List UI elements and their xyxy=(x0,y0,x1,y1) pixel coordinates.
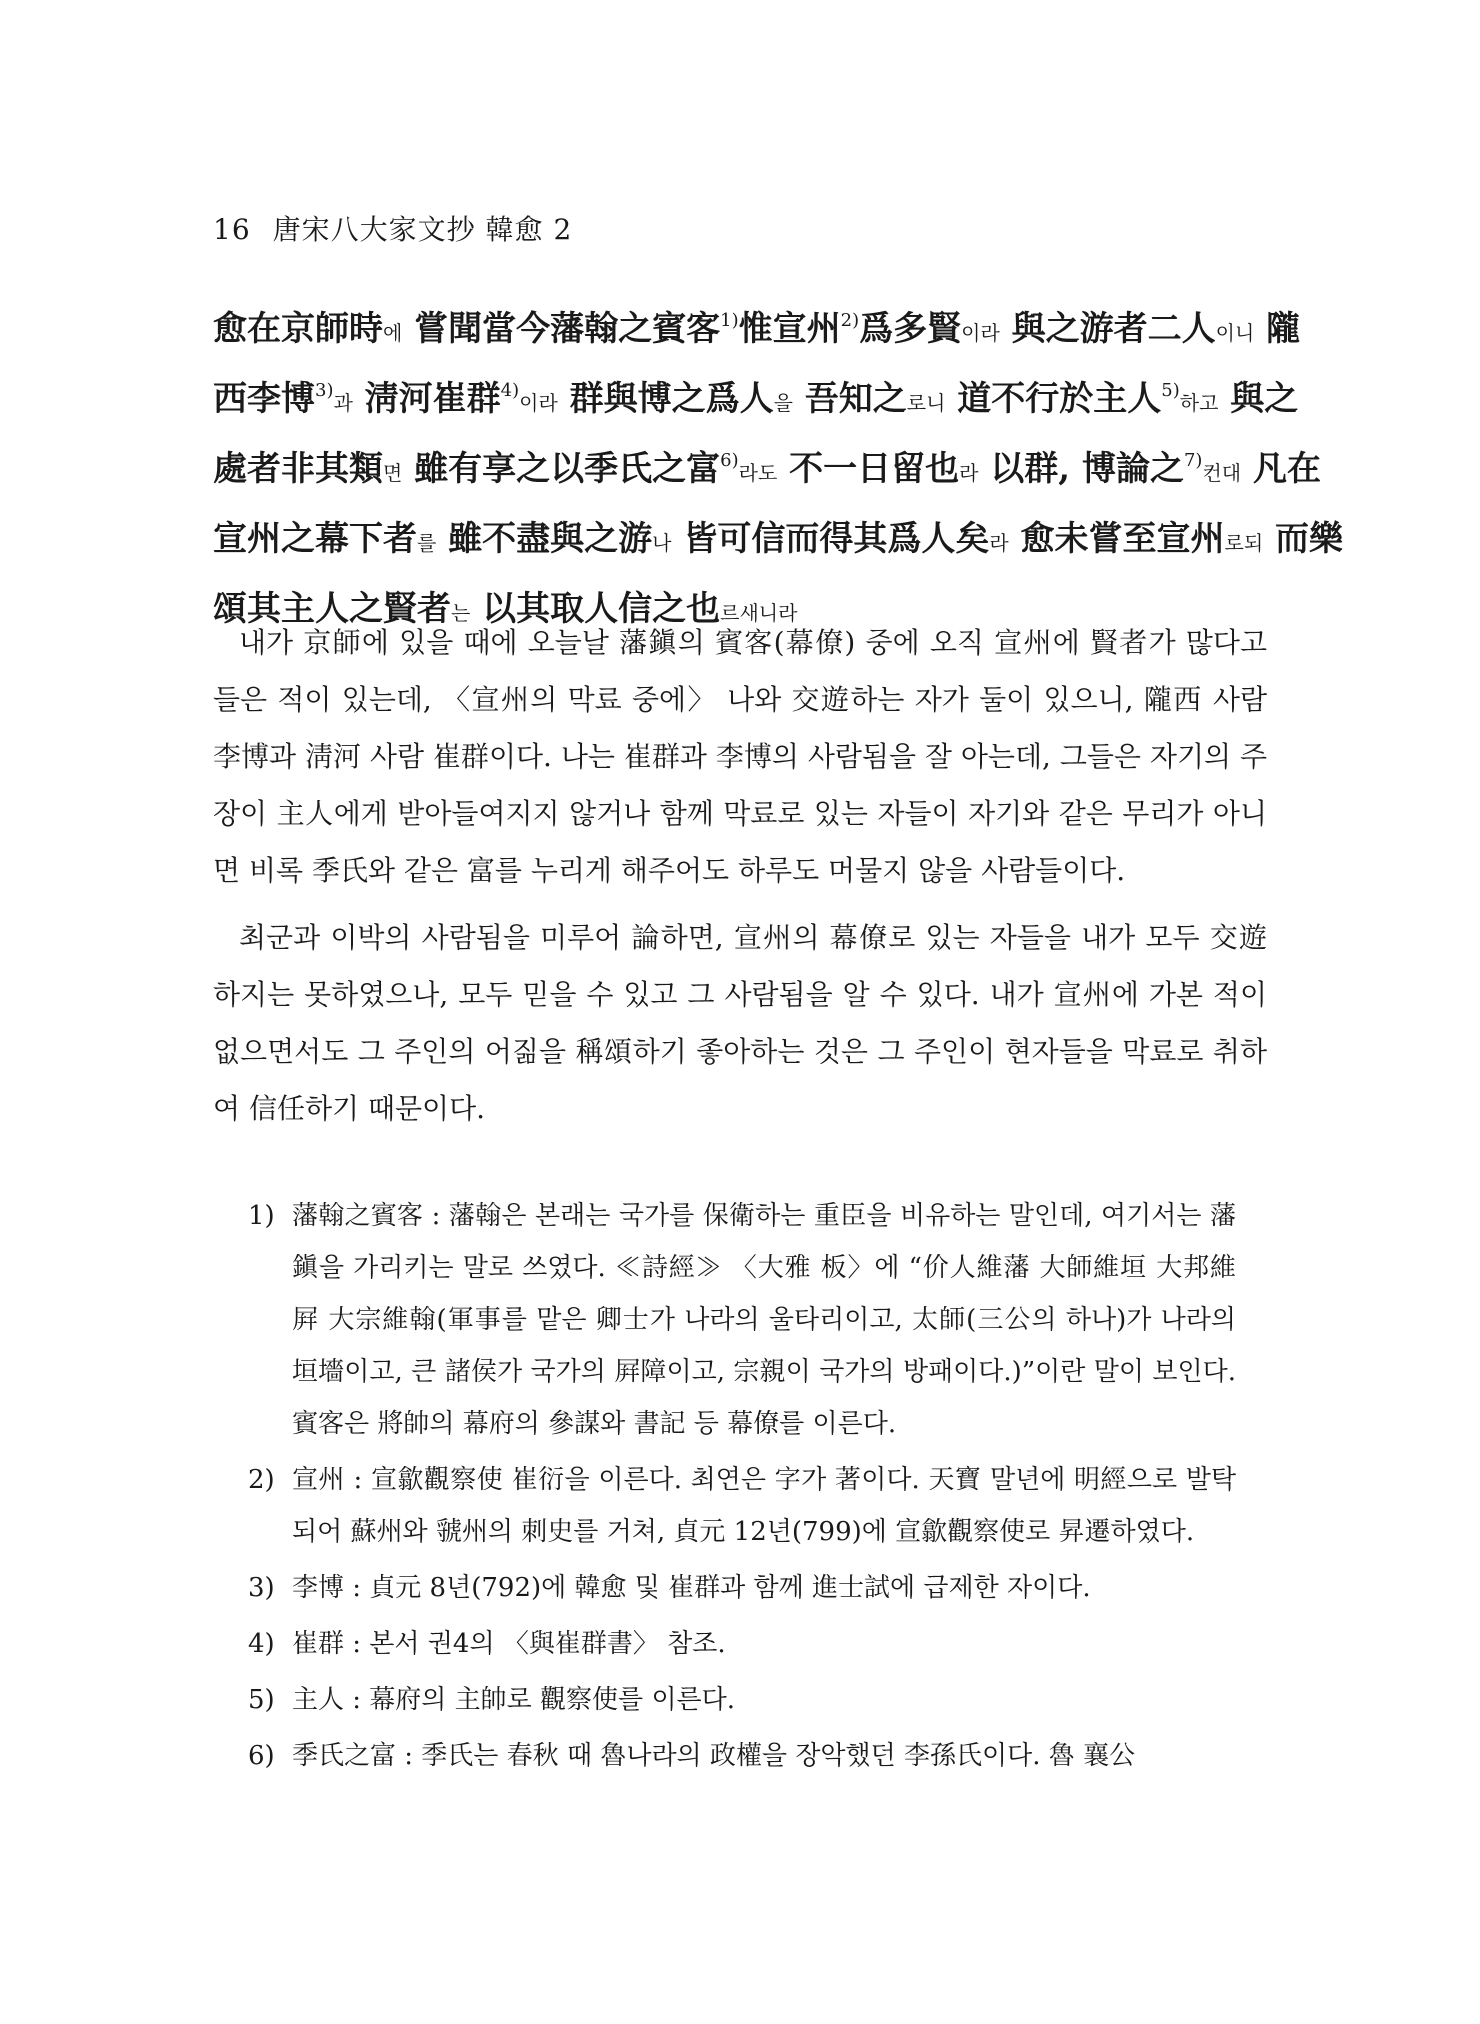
classical-text xyxy=(213,296,1343,646)
footnote-ref-3: 3) xyxy=(315,380,334,401)
page-header xyxy=(213,208,572,248)
book-title: 唐宋八大家文抄 韓愈 2 xyxy=(272,213,573,246)
footnote-marker: 6) xyxy=(248,1741,275,1771)
footnote-ref-5: 5) xyxy=(1161,380,1180,401)
footnote-1 xyxy=(248,1190,1236,1450)
classical-line-4: 宣州之幕下者를 雖不盡與之游나 皆可信而得其爲人矣라 愈未嘗至宣州로되 而樂 xyxy=(213,519,1343,559)
footnote-text: 幕府의 主帥로 觀察使를 이른다. xyxy=(369,1685,736,1715)
classical-line-2: 西李博$^{3)}$과 淸河崔群$^{4)}$이라 群與博之爲人을 吾知之로니 道不行於主人$^{5)}$하고 與之 xyxy=(213,379,1299,419)
translation-paragraph-2: 최군과 이박의 사람됨을 미루어 論하면, 宣州의 幕僚로 있는 자들을 내가 모두 交遊하지는 못하였으나, 모두 믿을 수 있고 그 사람됨을 알 수 있다. 내가 宣州에 가본 적이 없으면서도 그 주인의 어짊을 稱頌하기 좋아하는 것은 그 주인이 현자들을 막료로 취하여 信任하기 때문이다. xyxy=(213,921,1267,1125)
footnote-ref-7: 7) xyxy=(1183,450,1203,471)
page-number: 16 xyxy=(213,213,251,246)
footnote-text: 藩翰은 본래는 국가를 保衛하는 重臣을 비유하는 말인데, 여기서는 藩鎭을 가리키는 말로 쓰였다. ≪詩經≫ 〈大雅 板〉에 “价人維藩 大師維垣 大邦維屛 大宗維翰(軍事를 맡은 卿士가 나라의 울타리이고, 太師(三公의 하나)가 나라의 垣墻이고, 큰 諸侯가 국가의 屛障이고, 宗親이 국가의 방패이다.)”이란 말이 보인다. 賓客은 將帥의 幕府의 參謀와 書記 등 幕僚를 이른다. xyxy=(292,1201,1236,1439)
footnote-term: 崔群 : xyxy=(292,1629,370,1659)
footnote-marker: 3) xyxy=(248,1573,275,1603)
footnote-marker: 4) xyxy=(248,1629,275,1659)
translation-paragraph-1: 내가 京師에 있을 때에 오늘날 藩鎭의 賓客(幕僚) 중에 오직 宣州에 賢者가 많다고 들은 적이 있는데, 〈宣州의 막료 중에〉 나와 交遊하는 자가 둘이 있으니, 隴西 사람 李博과 淸河 사람 崔群이다. 나는 崔群과 李博의 사람됨을 잘 아는데, 그들은 자기의 주장이 主人에게 받아들여지지 않거나 함께 막료로 있는 자들이 자기와 같은 무리가 아니면 비록 季氏와 같은 富를 누리게 해주어도 하루도 머물지 않을 사람들이다. xyxy=(213,626,1267,887)
footnote-2 xyxy=(248,1454,1236,1558)
footnote-marker: 1) xyxy=(248,1201,275,1231)
footnote-term: 李博 : xyxy=(292,1573,370,1603)
footnote-term: 宣州 : xyxy=(292,1465,371,1495)
footnote-3 xyxy=(248,1562,1236,1614)
footnote-ref-4: 4) xyxy=(500,380,520,401)
footnote-term: 季氏之富 : xyxy=(292,1741,422,1771)
footnote-term: 主人 : xyxy=(292,1685,370,1715)
footnote-marker: 5) xyxy=(248,1685,275,1715)
classical-line-5: 頌其主人之賢者는 以其取人信之也르새니라 xyxy=(213,589,798,629)
footnote-ref-1: 1) xyxy=(720,310,739,331)
footnote-ref-6: 6) xyxy=(720,450,739,471)
footnote-ref-2: 2) xyxy=(840,310,860,331)
korean-translation xyxy=(213,614,1267,1147)
footnote-6 xyxy=(248,1730,1236,1782)
footnotes xyxy=(248,1190,1236,1786)
footnote-text: 貞元 8년(792)에 韓愈 및 崔群과 함께 進士試에 급제한 자이다. xyxy=(369,1573,1091,1603)
classical-line-3: 處者非其類면 雖有享之以季氏之富$^{6)}$라도 不一日留也라 以群, 博論之$^{7)}$컨대 凡在 xyxy=(213,449,1321,489)
footnote-text: 본서 권4의 〈與崔群書〉 참조. xyxy=(369,1629,726,1659)
classical-line-1: 愈在京師時에 嘗聞當今藩翰之賓客$^{1)}$惟宣州$^{2)}$爲多賢이라 與之游者二人이니 隴 xyxy=(213,309,1301,349)
footnote-text: 季氏는 春秋 때 魯나라의 政權을 장악했던 李孫氏이다. 魯 襄公 xyxy=(421,1741,1136,1771)
footnote-4 xyxy=(248,1618,1236,1670)
footnote-text: 宣歙觀察使 崔衍을 이른다. 최연은 字가 著이다. 天寶 말년에 明經으로 발탁되어 蘇州와 虢州의 刺史를 거쳐, 貞元 12년(799)에 宣歙觀察使로 昇遷하였다. xyxy=(292,1465,1236,1547)
footnote-5 xyxy=(248,1674,1236,1726)
footnote-marker: 2) xyxy=(248,1465,275,1495)
footnote-term: 藩翰之賓客 : xyxy=(292,1201,449,1231)
